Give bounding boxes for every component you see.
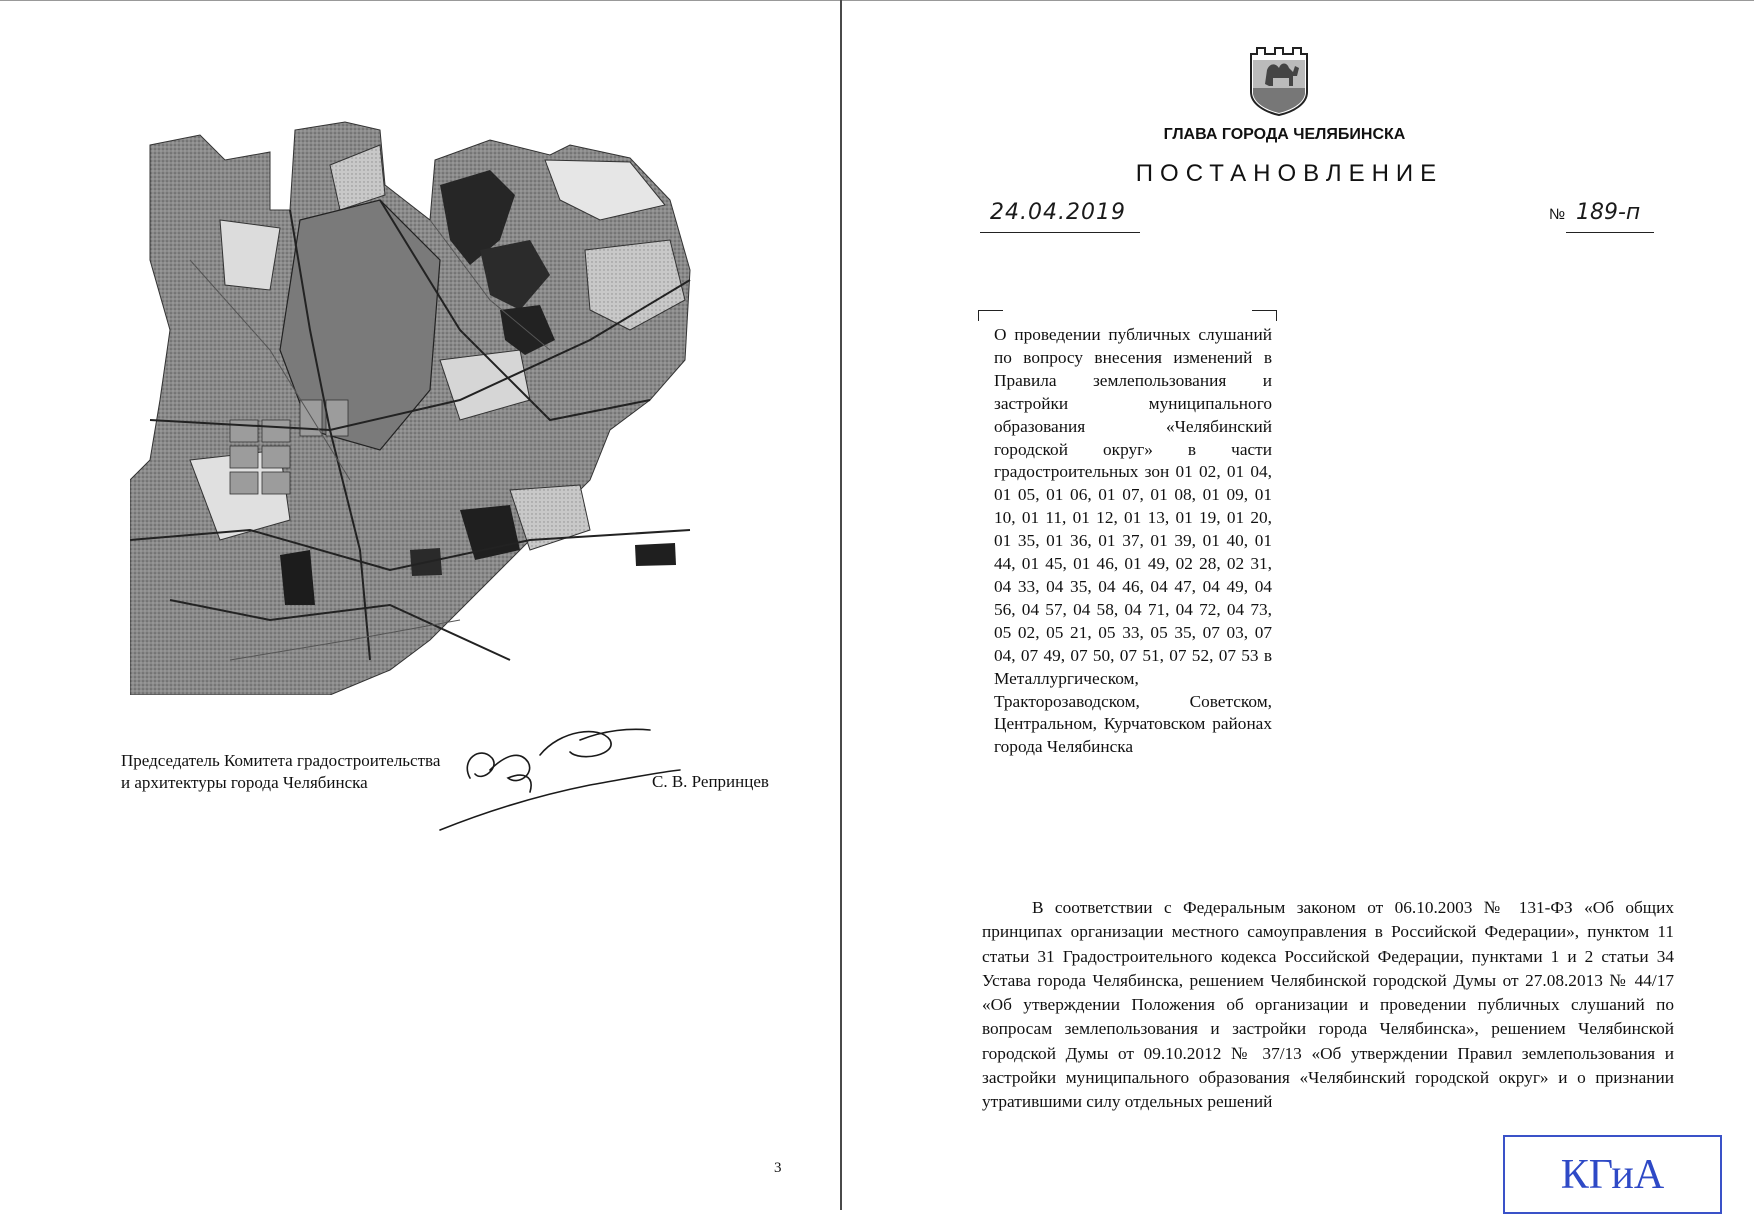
office-stamp	[1503, 1135, 1722, 1214]
page-spread-divider	[840, 0, 842, 1210]
document-subject: О проведении публичных слушаний по вопросу внесения изменений в Правила землепользования и застройки муниципального образования «Челябинский городской округ» в части градостроительных зон 01 02, 01 04, 01 05, 01 06, 01 07, 01 08, 01 09, 01 10, 01 11, 01 12, 01 13, 01 19, 01 20, 01 35, 01 36, 01 37, 01 39, 01 40, 01 44, 01 45, 01 46, 01 49, 02 28, 02 31, 04 33, 04 35, 04 46, 04 47, 04 49, 04 56, 04 57, 04 58, 04 71, 04 72, 04 73, 05 02, 05 21, 05 33, 05 35, 07 03, 07 04, 07 49, 07 50, 07 51, 07 52, 07 53 в Металлургическом, Тракторозаводском, Советском, Центральном, Курчатовском районах города Челябинска	[994, 325, 1272, 757]
issuer-title: ГЛАВА ГОРОДА ЧЕЛЯБИНСКА	[1163, 126, 1406, 143]
document-type: ПОСТАНОВЛЕНИЕ	[1135, 160, 1444, 187]
subject-corner-right	[1252, 310, 1277, 321]
handwritten-signature	[430, 700, 730, 840]
date-field	[980, 200, 1140, 233]
scan-top-edge	[0, 0, 1754, 1]
stamp-text: КГиА	[1560, 1151, 1665, 1198]
document-date: 24.04.2019	[990, 200, 1126, 225]
document-body: В соответствии с Федеральным законом от 06.10.2003 № 131-ФЗ «Об общих принципах организации местного самоуправления в Российской Федерации», пунктом 11 статьи 31 Градостроительного кодекса Российской Федерации, пунктами 1 и 2 статьи 34 Устава города Челябинска, решением Челябинской городской Думы от 27.08.2013 № 44/17 «Об утверждении Положения об организации и проведении публичных слушаний по вопросам землепользования и застройки города Челябинска», решением Челябинской городской Думы от 09.10.2012 № 37/13 «Об утверждении Правил землепользования и застройки муниципального образования «Челябинский городской округ» и о признании утратившими силу отдельных решений	[982, 898, 1674, 1112]
zoning-map-image	[130, 100, 780, 695]
page-number: 3	[774, 1160, 782, 1176]
document-number: 189-п	[1576, 200, 1641, 225]
number-label: №	[1549, 206, 1566, 223]
signer-title-line2: и архитектуры города Челябинска	[121, 773, 368, 792]
signer-title	[121, 750, 440, 794]
subject-corner-left	[978, 310, 1003, 321]
number-field	[1566, 200, 1654, 233]
signer-name: С. В. Репринцев	[652, 772, 769, 791]
signer-title-line1: Председатель Комитета градостроительства	[121, 751, 441, 770]
chelyabinsk-coat-of-arms-icon	[1247, 40, 1311, 116]
